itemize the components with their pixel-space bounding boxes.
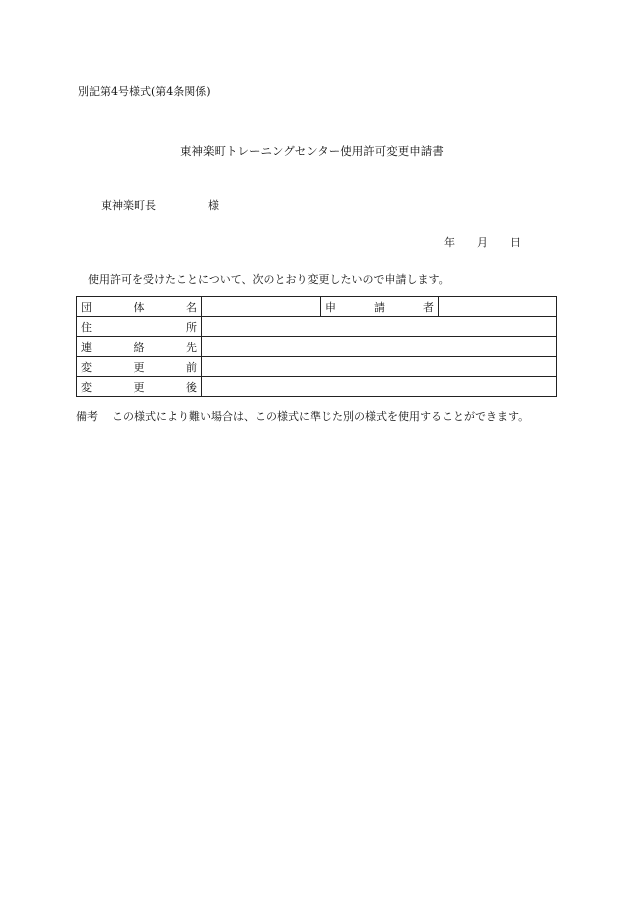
group-name-value-cell[interactable] [202,297,321,317]
contact-label-cell [77,337,202,357]
table-row-address [77,317,557,337]
after-label-cell [77,377,202,397]
form-reference: 別記第4号様式(第4条関係) [78,85,211,98]
table-row-group [77,297,557,317]
after-label: 変更後 [81,380,197,394]
application-table [76,296,557,397]
intro-text: 使用許可を受けたことについて、次のとおり変更したいので申請します。 [88,273,450,286]
address-label-cell [77,317,202,337]
group-name-label: 団体名 [81,300,197,314]
applicant-label-cell [321,297,439,317]
before-label: 変更前 [81,360,197,374]
before-value-cell[interactable] [202,357,557,377]
recipient-name: 東神楽町長 [101,199,156,212]
date-month-label: 月 [477,236,488,249]
before-label-cell [77,357,202,377]
after-value-cell[interactable] [202,377,557,397]
recipient-honorific: 様 [208,199,219,212]
address-label: 住所 [81,320,197,334]
group-name-label-cell [77,297,202,317]
note-label: 備考 [76,410,98,423]
table-row-contact [77,337,557,357]
note-text: この様式により難い場合は、この様式に準じた別の様式を使用することができます。 [112,410,530,423]
note [76,410,529,424]
table-row-before [77,357,557,377]
applicant-value-cell[interactable] [439,297,557,317]
contact-value-cell[interactable] [202,337,557,357]
table-row-after [77,377,557,397]
applicant-label: 申請者 [325,300,434,314]
contact-label: 連絡先 [81,340,197,354]
document-title: 東神楽町トレーニングセンター使用許可変更申請書 [180,144,444,158]
date-line [444,236,521,250]
date-year-label: 年 [444,236,455,249]
address-value-cell[interactable] [202,317,557,337]
date-day-label: 日 [510,236,521,249]
